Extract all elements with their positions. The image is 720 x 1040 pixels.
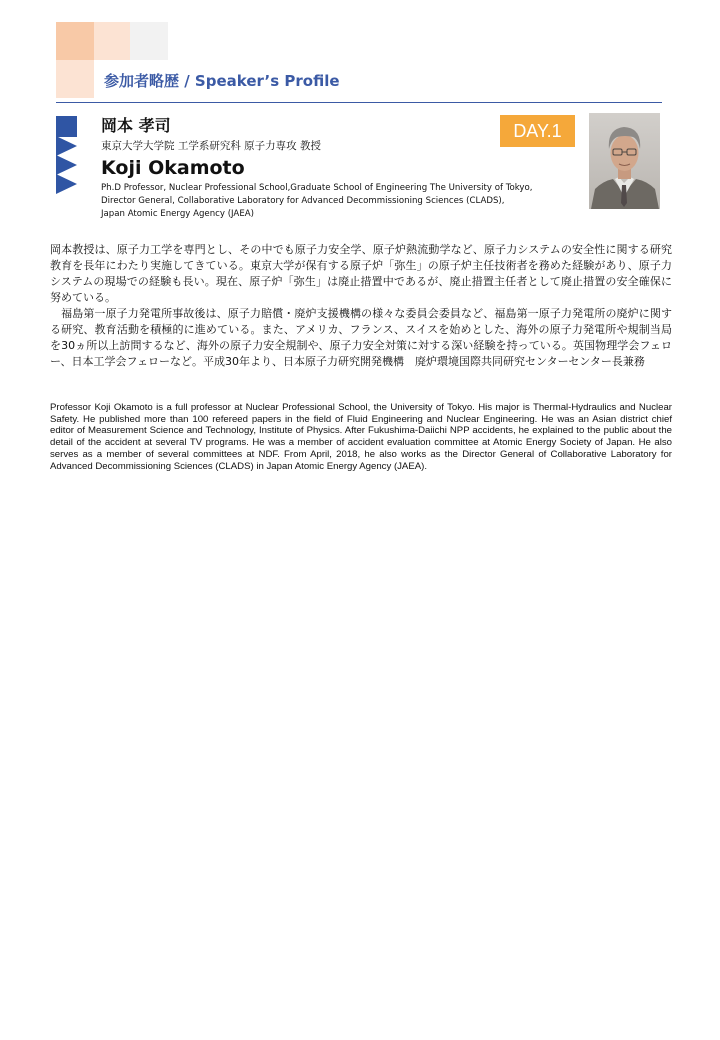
biography-ja	[50, 242, 672, 370]
speaker-name-en: Koji Okamoto	[101, 157, 245, 179]
decor-square-light-peach	[94, 22, 130, 60]
affiliation-line: Ph.D Professor, Nuclear Professional School,Graduate School of Engineering The University of Tokyo,	[101, 183, 533, 193]
affiliation-line: Director General, Collaborative Laboratory for Advanced Decommissioning Sciences (CLADS),	[101, 196, 505, 206]
chevron-right-icon	[56, 155, 77, 175]
marker-square-icon	[56, 116, 77, 137]
speaker-name-ja: 岡本 孝司	[101, 116, 171, 135]
decor-square-gray	[130, 22, 168, 60]
biography-ja-paragraph: 福島第一原子力発電所事故後は、原子力賠償・廃炉支援機構の様々な委員会委員など、福島第一原子力発電所の廃炉に関する研究、教育活動を積極的に進めている。また、アメリカ、フランス、スイスを始めとした、海外の原子力発電所や規制当局を30ヵ所以上訪問するなど、海外の原子力安全規制や、原子力安全対策に対する深い経験を持っている。英国物理学会フェロー、日本工学会フェローなど。平成30年より、日本原子力研究開発機構 廃炉環境国際共同研究センターセンター長兼務	[50, 307, 672, 368]
speaker-affiliation-en	[101, 182, 533, 221]
biography-ja-paragraph: 岡本教授は、原子力工学を専門とし、その中でも原子力安全学、原子炉熱流動学など、原子力システムの安全性に関する研究教育を長年にわたり実施してきている。東京大学が保有する原子炉「弥生」の原子炉主任技術者を務めた経験があり、原子力システムの現場での経験も長い。現在、原子炉「弥生」は廃止措置中であるが、廃止措置主任者として廃止措置の安全確保に努めている。	[50, 243, 672, 304]
affiliation-line: Japan Atomic Energy Agency (JAEA)	[101, 209, 254, 219]
chevron-right-icon	[56, 174, 77, 194]
decor-square-peach	[56, 22, 94, 60]
portrait-photo-icon	[589, 113, 660, 209]
title-divider	[56, 102, 662, 103]
day-badge: DAY.1	[500, 115, 575, 147]
biography-en: Professor Koji Okamoto is a full professor at Nuclear Professional School, the University of Tokyo. His major is Thermal-Hydraulics and Nuclear Safety. He published more than 100 refereed papers in the field of Fluid Engineering and Nuclear Engineering. He was an Asian district chief editor of Measurement Science and Technology, Institute of Physics. After Fukushima-Daiichi NPP accidents, he explained to the public about the detail of the accident at several TV programs. He was a member of accident evaluation committee at Atomic Energy Society of Japan. He also serves as a member of several committees at NDF. From April, 2018, he also works as the Director General of Collaborative Laboratory for Advanced Decommissioning Sciences (CLADS) in Japan Atomic Energy Agency (JAEA).	[50, 402, 672, 472]
decor-square-light-peach-lower	[56, 60, 94, 98]
speaker-affiliation-ja: 東京大学大学院 工学系研究科 原子力専攻 教授	[101, 140, 322, 152]
section-title: 参加者略歴 / Speaker’s Profile	[104, 72, 340, 90]
chevron-right-icon	[56, 136, 77, 156]
speaker-photo	[589, 113, 660, 209]
